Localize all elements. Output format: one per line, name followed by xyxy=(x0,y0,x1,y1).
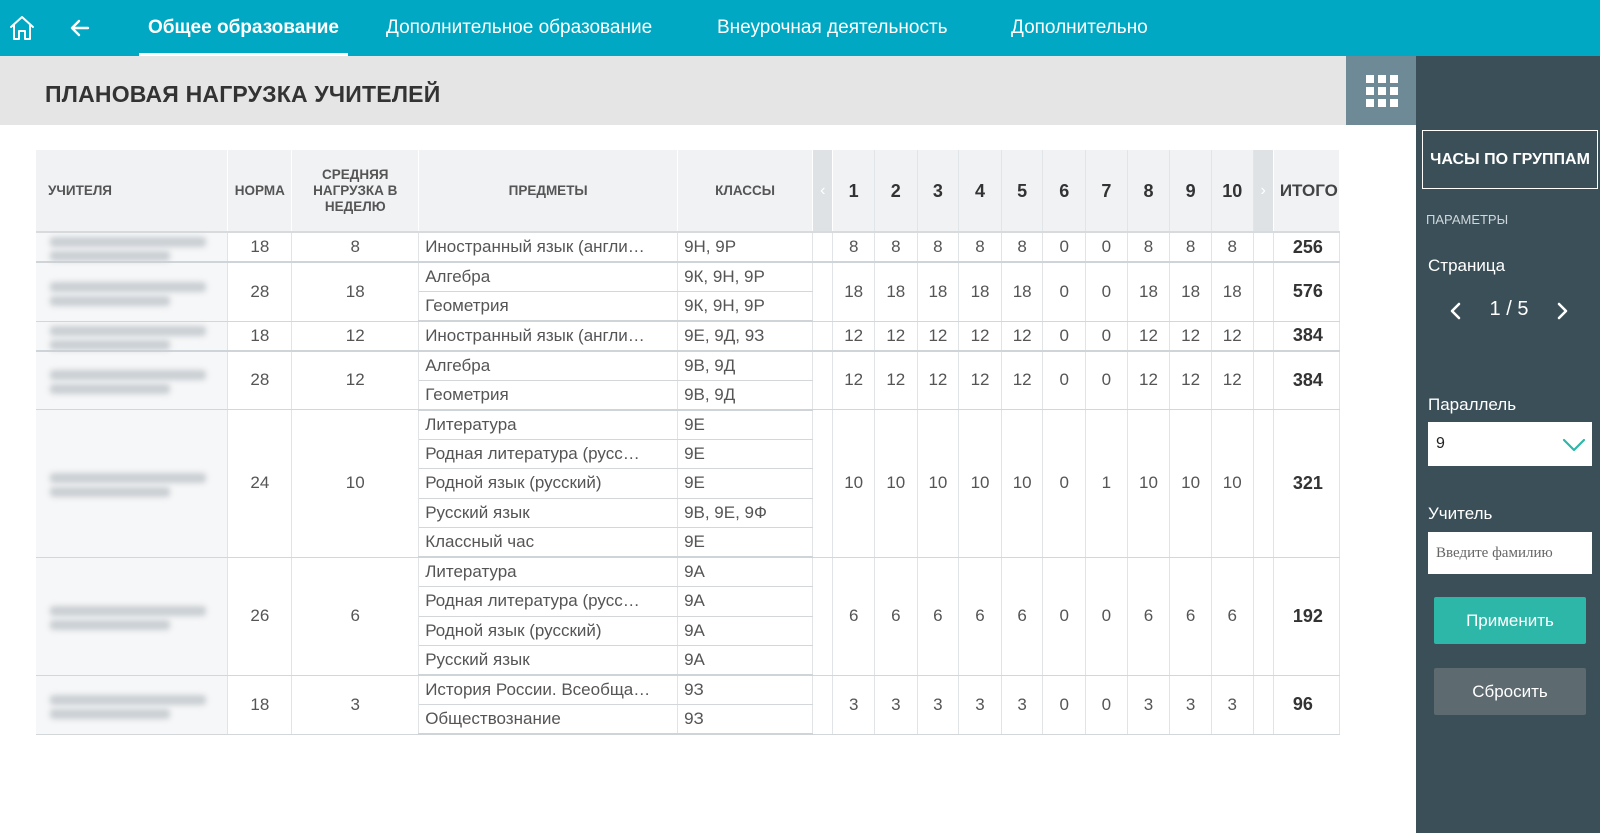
table-row[interactable] xyxy=(36,557,1340,587)
hours-cell: 10 xyxy=(917,410,959,558)
norm-cell: 18 xyxy=(228,232,292,262)
classes-cell: 9А xyxy=(678,587,813,617)
avg-load-cell: 10 xyxy=(292,410,419,558)
hours-cell: 10 xyxy=(833,410,875,558)
chevron-down-icon xyxy=(1562,432,1586,456)
hours-cell: 8 xyxy=(1170,232,1212,262)
classes-cell: 9А xyxy=(678,557,813,587)
col-header-total: ИТОГО xyxy=(1273,150,1339,232)
classes-cell: 9З xyxy=(678,705,813,735)
grid-menu-button[interactable] xyxy=(1346,56,1416,125)
total-cell: 321 xyxy=(1273,410,1339,558)
hours-cell: 0 xyxy=(1086,321,1128,351)
hours-by-groups-button[interactable]: ЧАСЫ ПО ГРУППАМ xyxy=(1422,130,1598,189)
classes-cell: 9Е xyxy=(678,528,813,558)
hours-cell: 18 xyxy=(1127,262,1170,321)
title-bar xyxy=(0,56,1346,125)
subject-cell: Геометрия xyxy=(419,380,678,410)
hours-cell: 10 xyxy=(1170,410,1212,558)
subject-cell: Русский язык xyxy=(419,498,678,528)
right-sidebar xyxy=(1416,56,1600,833)
hours-cell: 8 xyxy=(833,232,875,262)
spacer-cell xyxy=(813,321,833,351)
avg-load-cell: 3 xyxy=(292,675,419,734)
table-body xyxy=(36,232,1340,734)
hours-cell: 18 xyxy=(1001,262,1043,321)
col-header-week: 4 xyxy=(959,150,1002,232)
page-title: ПЛАНОВАЯ НАГРУЗКА УЧИТЕЛЕЙ xyxy=(45,81,441,107)
spacer-cell xyxy=(813,557,833,675)
apply-button[interactable]: Применить xyxy=(1434,597,1586,644)
hours-cell: 18 xyxy=(1170,262,1212,321)
hours-cell: 0 xyxy=(1086,557,1128,675)
col-header-week: 1 xyxy=(833,150,875,232)
spacer-cell xyxy=(813,232,833,262)
spacer-cell xyxy=(1253,321,1273,351)
spacer-cell xyxy=(1253,557,1273,675)
hours-cell: 18 xyxy=(1211,262,1253,321)
hours-cell: 12 xyxy=(959,351,1002,410)
hours-cell: 6 xyxy=(959,557,1002,675)
hours-cell: 18 xyxy=(874,262,917,321)
table-row[interactable] xyxy=(36,232,1340,262)
hours-cell: 0 xyxy=(1086,262,1128,321)
hours-cell: 3 xyxy=(874,675,917,734)
hours-cell: 6 xyxy=(1001,557,1043,675)
hours-cell: 12 xyxy=(874,321,917,351)
col-header-week: 8 xyxy=(1127,150,1170,232)
parallel-label: Параллель xyxy=(1428,395,1517,414)
spacer-cell xyxy=(1253,232,1273,262)
page-indicator: 1 / 5 xyxy=(1489,298,1529,320)
hours-cell: 10 xyxy=(1127,410,1170,558)
subject-cell: Литература xyxy=(419,410,678,440)
hours-cell: 12 xyxy=(833,321,875,351)
classes-cell: 9А xyxy=(678,646,813,676)
spacer-cell xyxy=(813,351,833,410)
hours-cell: 8 xyxy=(1211,232,1253,262)
hours-cell: 12 xyxy=(917,351,959,410)
subject-cell: Родной язык (русский) xyxy=(419,616,678,646)
hours-cell: 12 xyxy=(874,351,917,410)
hours-cell: 6 xyxy=(833,557,875,675)
hours-cell: 1 xyxy=(1086,410,1128,558)
hours-cell: 12 xyxy=(1001,351,1043,410)
hours-cell: 6 xyxy=(874,557,917,675)
classes-cell: 9Е xyxy=(678,469,813,499)
hours-cell: 0 xyxy=(1043,410,1086,558)
subject-cell: Алгебра xyxy=(419,262,678,292)
subject-cell: Русский язык xyxy=(419,646,678,676)
parallel-value: 9 xyxy=(1436,435,1445,452)
subject-cell: Иностранный язык (англи… xyxy=(419,232,678,262)
avg-load-cell: 18 xyxy=(292,262,419,321)
subject-cell: Родная литература (русс… xyxy=(419,587,678,617)
subject-cell: Классный час xyxy=(419,528,678,558)
col-header-week: 6 xyxy=(1043,150,1086,232)
teacher-name-blurred[interactable] xyxy=(36,232,228,262)
norm-cell: 28 xyxy=(228,262,292,321)
classes-cell: 9З xyxy=(678,675,813,705)
top-nav-bar xyxy=(0,0,1600,56)
grid-menu-icon xyxy=(1366,75,1398,107)
classes-cell: 9Е xyxy=(678,439,813,469)
hours-cell: 3 xyxy=(833,675,875,734)
classes-cell: 9А xyxy=(678,616,813,646)
avg-load-cell: 12 xyxy=(292,321,419,351)
spacer-cell xyxy=(1253,410,1273,558)
hours-cell: 12 xyxy=(833,351,875,410)
tab-general-education[interactable]: Общее образование xyxy=(148,0,339,56)
chevron-right-icon[interactable]: › xyxy=(1253,150,1273,232)
table-row[interactable] xyxy=(36,675,1340,705)
hours-cell: 6 xyxy=(1211,557,1253,675)
norm-cell: 18 xyxy=(228,321,292,351)
table-row[interactable] xyxy=(36,262,1340,292)
tab-extracurricular[interactable]: Внеурочная деятельность xyxy=(717,17,948,38)
hours-cell: 12 xyxy=(1211,321,1253,351)
hours-cell: 3 xyxy=(1170,675,1212,734)
total-cell: 256 xyxy=(1273,232,1339,262)
hours-cell: 10 xyxy=(1001,410,1043,558)
spacer-cell xyxy=(813,262,833,321)
hours-cell: 8 xyxy=(874,232,917,262)
col-header-week: 5 xyxy=(1001,150,1043,232)
col-header-subjects[interactable]: ПРЕДМЕТЫ xyxy=(419,150,678,232)
hours-cell: 12 xyxy=(917,321,959,351)
hours-cell: 6 xyxy=(1127,557,1170,675)
col-header-teachers[interactable]: УЧИТЕЛЯ xyxy=(36,150,228,232)
teacher-name-blurred[interactable] xyxy=(36,351,228,410)
col-header-week: 3 xyxy=(917,150,959,232)
col-header-week: 10 xyxy=(1211,150,1253,232)
norm-cell: 18 xyxy=(228,675,292,734)
hours-cell: 3 xyxy=(1001,675,1043,734)
hours-cell: 12 xyxy=(1211,351,1253,410)
hours-cell: 0 xyxy=(1086,232,1128,262)
hours-cell: 18 xyxy=(959,262,1002,321)
avg-load-cell: 6 xyxy=(292,557,419,675)
hours-cell: 0 xyxy=(1086,675,1128,734)
norm-cell: 26 xyxy=(228,557,292,675)
table-row[interactable] xyxy=(36,321,1340,351)
hours-cell: 8 xyxy=(1127,232,1170,262)
hours-cell: 12 xyxy=(1127,321,1170,351)
classes-cell: 9К, 9Н, 9Р xyxy=(678,262,813,292)
col-header-norm[interactable]: НОРМА xyxy=(228,150,292,232)
hours-cell: 12 xyxy=(959,321,1002,351)
parallel-select[interactable] xyxy=(1428,422,1592,466)
norm-cell: 28 xyxy=(228,351,292,410)
hours-cell: 3 xyxy=(917,675,959,734)
hours-cell: 0 xyxy=(1043,351,1086,410)
spacer-cell xyxy=(813,675,833,734)
hours-cell: 8 xyxy=(1001,232,1043,262)
hours-cell: 0 xyxy=(1086,351,1128,410)
hours-cell: 0 xyxy=(1043,557,1086,675)
tab-additional[interactable]: Дополнительно xyxy=(1011,17,1148,38)
classes-cell: 9К, 9Н, 9Р xyxy=(678,292,813,322)
hours-cell: 18 xyxy=(917,262,959,321)
teacher-name-blurred[interactable] xyxy=(36,675,228,734)
teacher-name-blurred[interactable] xyxy=(36,321,228,351)
total-cell: 96 xyxy=(1273,675,1339,734)
classes-cell: 9Е xyxy=(678,410,813,440)
back-arrow-icon[interactable] xyxy=(64,12,96,44)
hours-cell: 12 xyxy=(1170,351,1212,410)
hours-cell: 8 xyxy=(959,232,1002,262)
subject-cell: Родная литература (русс… xyxy=(419,439,678,469)
spacer-cell xyxy=(1253,675,1273,734)
hours-cell: 0 xyxy=(1043,232,1086,262)
hours-cell: 0 xyxy=(1043,262,1086,321)
teacher-name-blurred[interactable] xyxy=(36,410,228,558)
spacer-cell xyxy=(1253,351,1273,410)
col-header-week: 7 xyxy=(1086,150,1128,232)
teacher-name-blurred[interactable] xyxy=(36,262,228,321)
col-header-week: 9 xyxy=(1170,150,1212,232)
subject-cell: Иностранный язык (англи… xyxy=(419,321,678,351)
col-header-avg-load[interactable]: СРЕДНЯЯ НАГРУЗКА В НЕДЕЛЮ xyxy=(292,150,419,232)
total-cell: 192 xyxy=(1273,557,1339,675)
classes-cell: 9Н, 9Р xyxy=(678,232,813,262)
hours-cell: 3 xyxy=(1127,675,1170,734)
col-header-week: 2 xyxy=(874,150,917,232)
spacer-cell xyxy=(1253,262,1273,321)
teacher-load-table xyxy=(36,150,1340,735)
hours-cell: 10 xyxy=(1211,410,1253,558)
reset-button[interactable]: Сбросить xyxy=(1434,668,1586,715)
chevron-left-icon[interactable]: ‹ xyxy=(813,150,833,232)
total-cell: 384 xyxy=(1273,321,1339,351)
subject-cell: История России. Всеобща… xyxy=(419,675,678,705)
params-heading: ПАРАМЕТРЫ xyxy=(1426,212,1509,227)
classes-cell: 9Е, 9Д, 9З xyxy=(678,321,813,351)
norm-cell: 24 xyxy=(228,410,292,558)
teacher-label: Учитель xyxy=(1428,504,1493,523)
chevron-left-icon[interactable] xyxy=(1444,296,1468,326)
hours-cell: 12 xyxy=(1001,321,1043,351)
teacher-name-blurred[interactable] xyxy=(36,557,228,675)
table-row[interactable] xyxy=(36,351,1340,381)
hours-cell: 3 xyxy=(959,675,1002,734)
hours-cell: 0 xyxy=(1043,675,1086,734)
hours-cell: 8 xyxy=(917,232,959,262)
avg-load-cell: 8 xyxy=(292,232,419,262)
subject-cell: Родной язык (русский) xyxy=(419,469,678,499)
chevron-right-icon[interactable] xyxy=(1550,296,1574,326)
pager xyxy=(1428,296,1590,326)
classes-cell: 9В, 9Д xyxy=(678,351,813,381)
subject-cell: Геометрия xyxy=(419,292,678,322)
subject-cell: Алгебра xyxy=(419,351,678,381)
home-icon[interactable] xyxy=(6,12,38,44)
hours-cell: 18 xyxy=(833,262,875,321)
classes-cell: 9В, 9Д xyxy=(678,380,813,410)
hours-cell: 3 xyxy=(1211,675,1253,734)
avg-load-cell: 12 xyxy=(292,351,419,410)
spacer-cell xyxy=(813,410,833,558)
hours-cell: 12 xyxy=(1127,351,1170,410)
hours-cell: 6 xyxy=(1170,557,1212,675)
subject-cell: Литература xyxy=(419,557,678,587)
total-cell: 576 xyxy=(1273,262,1339,321)
tab-additional-education[interactable]: Дополнительное образование xyxy=(386,17,653,38)
hours-cell: 10 xyxy=(959,410,1002,558)
total-cell: 384 xyxy=(1273,351,1339,410)
teacher-search-input[interactable] xyxy=(1428,532,1592,574)
col-header-classes[interactable]: КЛАССЫ xyxy=(678,150,813,232)
hours-cell: 0 xyxy=(1043,321,1086,351)
hours-cell: 10 xyxy=(874,410,917,558)
hours-cell: 6 xyxy=(917,557,959,675)
page-label: Страница xyxy=(1428,256,1506,275)
classes-cell: 9В, 9Е, 9Ф xyxy=(678,498,813,528)
table-header-row xyxy=(36,150,1340,232)
hours-cell: 12 xyxy=(1170,321,1212,351)
teacher-load-table-container[interactable] xyxy=(36,150,1340,833)
subject-cell: Обществознание xyxy=(419,705,678,735)
table-row[interactable] xyxy=(36,410,1340,440)
